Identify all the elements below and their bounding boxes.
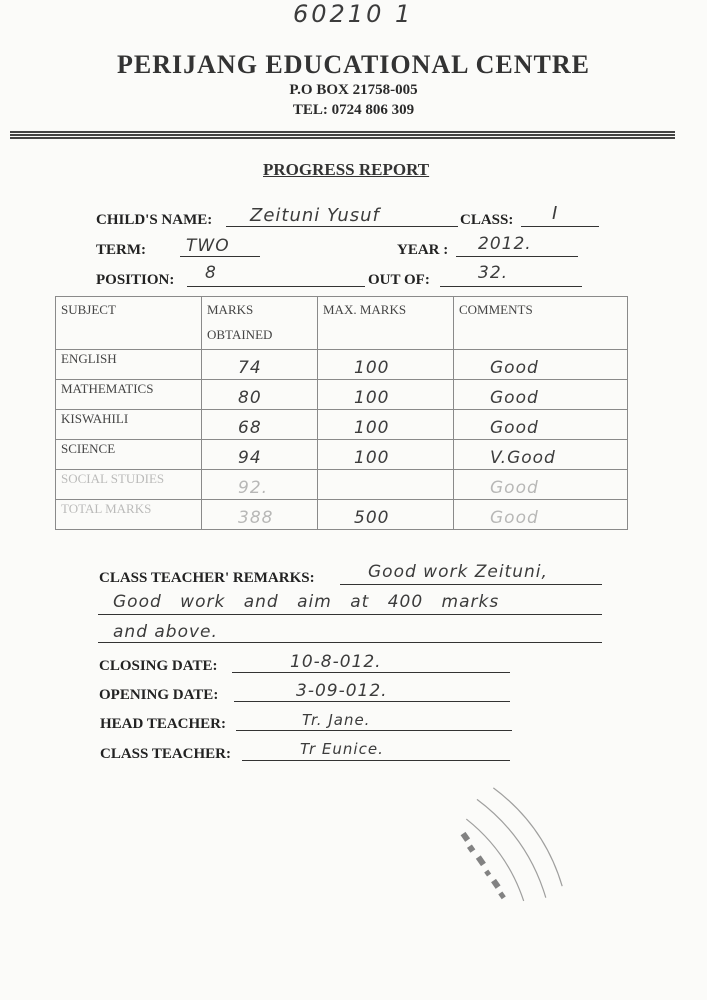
po-box: P.O BOX 21758-005 xyxy=(289,82,418,98)
max-cell xyxy=(318,470,454,500)
year-label: YEAR : xyxy=(397,242,449,258)
subject-cell: KISWAHILI xyxy=(56,410,202,440)
table-header-row xyxy=(56,297,628,350)
school-name: PERIJANG EDUCATIONAL CENTRE xyxy=(117,50,590,79)
telephone: TEL: 0724 806 309 xyxy=(292,102,415,118)
marks-table xyxy=(55,296,628,530)
max-cell: 500 xyxy=(318,500,454,530)
remarks-line-1 xyxy=(340,584,602,585)
table-row xyxy=(56,350,628,380)
closing-date-value: 10-8-012. xyxy=(290,652,382,672)
max-cell: 100 xyxy=(318,350,454,380)
closing-date-line xyxy=(232,672,510,673)
opening-date-label: OPENING DATE: xyxy=(99,687,219,703)
school-stamp-icon xyxy=(398,763,593,958)
subject-cell: SOCIAL STUDIES xyxy=(56,470,202,500)
table-row xyxy=(56,380,628,410)
head-teacher-line xyxy=(236,730,512,731)
position-value: 8 xyxy=(205,263,217,283)
year-value: 2012. xyxy=(478,234,532,254)
max-cell: 100 xyxy=(318,410,454,440)
comment-cell: Good xyxy=(454,350,628,380)
marks-cell: 68 xyxy=(202,410,318,440)
comment-cell: Good xyxy=(454,470,628,500)
child-name-line xyxy=(226,226,458,227)
remarks-label: CLASS TEACHER' REMARKS: xyxy=(99,570,315,586)
table-row xyxy=(56,470,628,500)
out-of-line xyxy=(440,286,582,287)
remarks-text-1: Good work Zeituni, xyxy=(368,562,548,582)
marks-cell: 94 xyxy=(202,440,318,470)
class-label: CLASS: xyxy=(460,212,514,228)
head-teacher-label: HEAD TEACHER: xyxy=(100,716,226,732)
remarks-text-3: and above. xyxy=(113,622,218,642)
class-line xyxy=(521,226,599,227)
subject-cell: MATHEMATICS xyxy=(56,380,202,410)
subject-cell: SCIENCE xyxy=(56,440,202,470)
subject-cell: TOTAL MARKS xyxy=(56,500,202,530)
marks-cell: 388 xyxy=(202,500,318,530)
subject-header: SUBJECT xyxy=(56,297,202,350)
comment-cell: Good xyxy=(454,410,628,440)
child-name-value: Zeituni Yusuf xyxy=(250,205,380,226)
remarks-line-3 xyxy=(98,642,602,643)
header-rule-bottom xyxy=(10,137,675,139)
remarks-text-2: Good work and aim at 400 marks xyxy=(113,592,500,612)
max-marks-header: MAX. MARKS xyxy=(318,297,454,350)
marks-cell: 74 xyxy=(202,350,318,380)
class-teacher-label: CLASS TEACHER: xyxy=(100,746,232,762)
out-of-label: OUT OF: xyxy=(368,272,430,288)
marks-cell: 92. xyxy=(202,470,318,500)
max-cell: 100 xyxy=(318,380,454,410)
comment-cell: Good xyxy=(454,500,628,530)
header-rule-middle xyxy=(10,134,675,136)
closing-date-label: CLOSING DATE: xyxy=(99,658,218,674)
child-name-label: CHILD'S NAME: xyxy=(96,212,213,228)
term-line xyxy=(180,256,260,257)
header-rule-top xyxy=(10,131,675,133)
max-cell: 100 xyxy=(318,440,454,470)
marks-cell: 80 xyxy=(202,380,318,410)
term-value: TWO xyxy=(186,236,230,256)
year-line xyxy=(456,256,578,257)
position-label: POSITION: xyxy=(96,272,175,288)
term-label: TERM: xyxy=(96,242,146,258)
comment-cell: Good xyxy=(454,380,628,410)
report-title: PROGRESS REPORT xyxy=(263,160,430,179)
remarks-line-2 xyxy=(98,614,602,615)
class-teacher-signature: Tr Eunice. xyxy=(300,740,384,758)
document-number: 60210 1 xyxy=(293,0,414,28)
table-row-total xyxy=(56,500,628,530)
head-teacher-signature: Tr. Jane. xyxy=(302,711,371,729)
marks-obtained-header: MARKS OBTAINED xyxy=(202,297,318,350)
comment-cell: V.Good xyxy=(454,440,628,470)
comments-header: COMMENTS xyxy=(454,297,628,350)
class-teacher-line xyxy=(242,760,510,761)
out-of-value: 32. xyxy=(478,263,509,283)
subject-cell: ENGLISH xyxy=(56,350,202,380)
table-row xyxy=(56,440,628,470)
opening-date-value: 3-09-012. xyxy=(296,681,388,701)
table-row xyxy=(56,410,628,440)
class-value: I xyxy=(552,203,559,224)
position-line xyxy=(187,286,365,287)
opening-date-line xyxy=(234,701,510,702)
